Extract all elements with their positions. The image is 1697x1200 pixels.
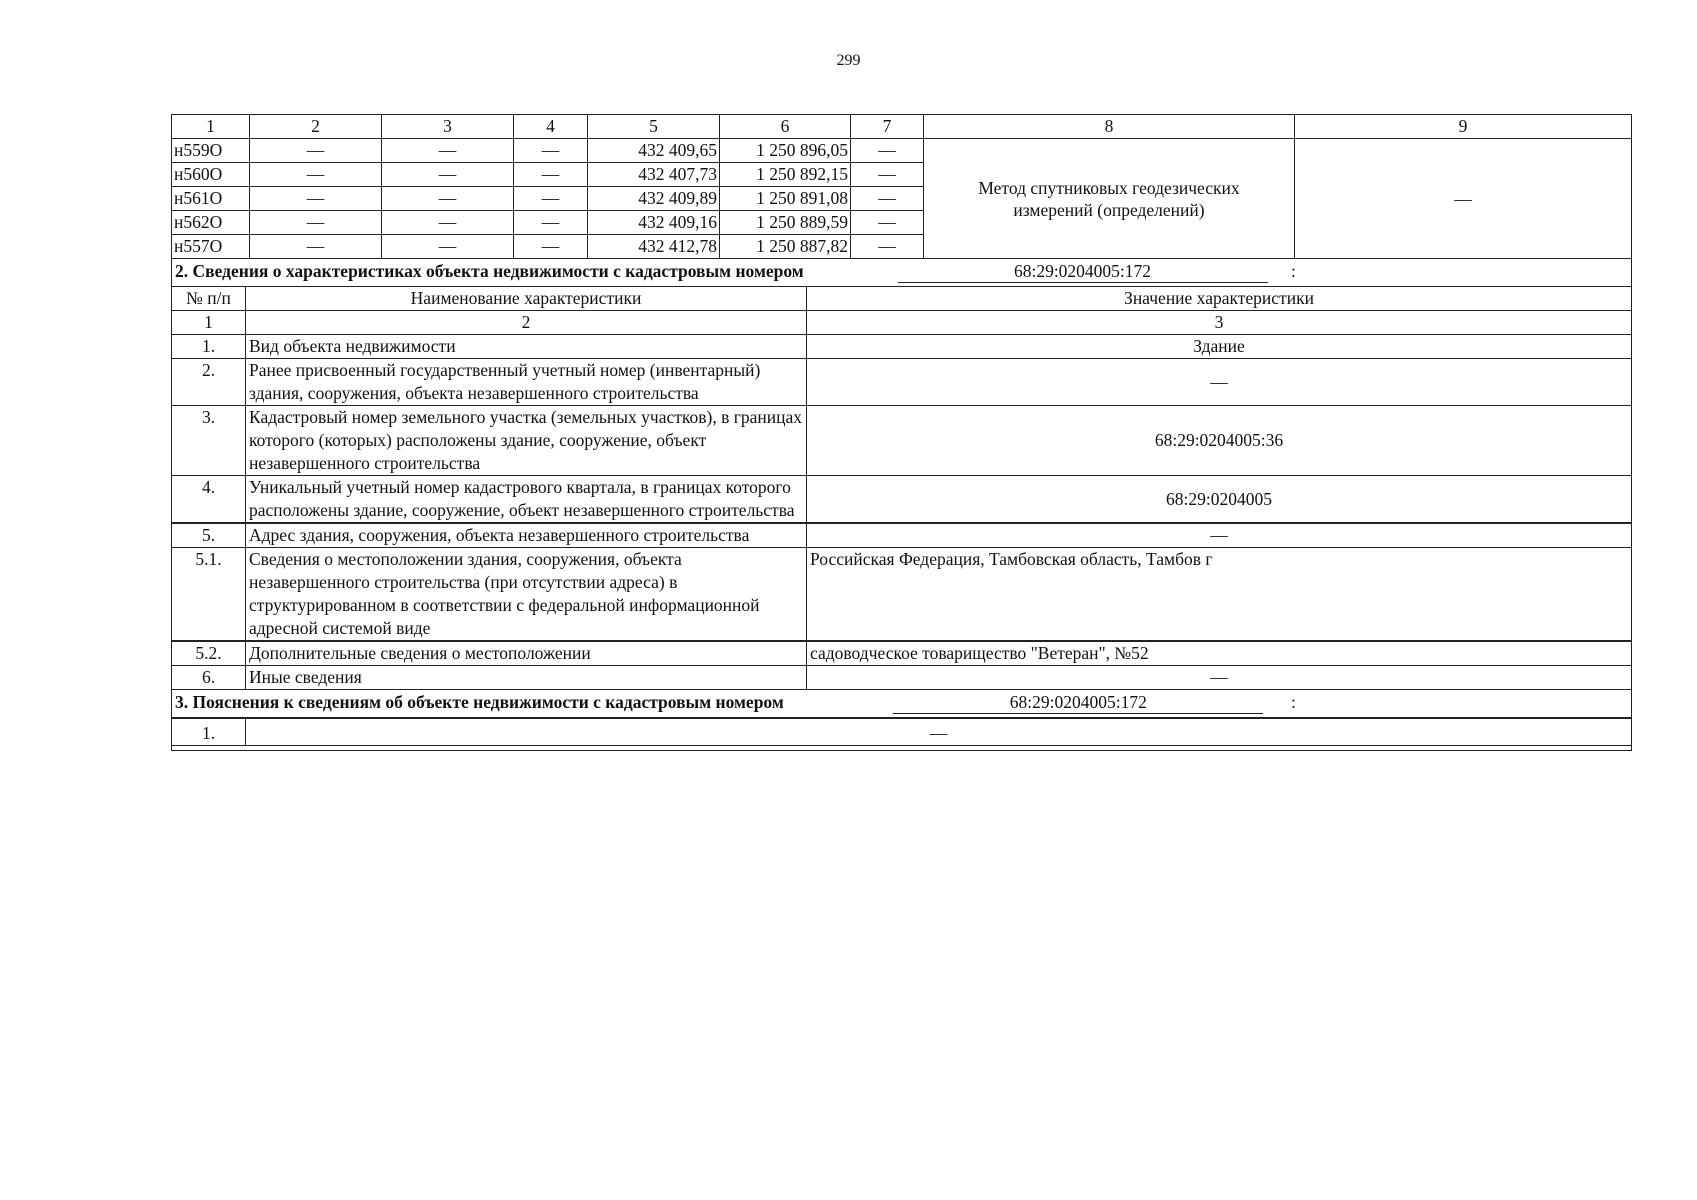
characteristic-name: Ранее присвоенный государственный учетный номер (инвентарный) здания, сооружения, объекта незавершенного строительства [246,359,807,406]
section3-heading-row [172,690,1632,719]
cell: — [851,163,924,187]
col-header: 3 [382,115,514,139]
section3-table [171,689,1632,751]
cell: — [851,139,924,163]
characteristic-value: Российская Федерация, Тамбовская область, Тамбов г [807,548,1632,642]
section3-cadastral-value: 68:29:0204005:172 [893,692,1263,714]
coord-x: 432 409,16 [588,211,720,235]
name-header: Наименование характеристики [246,287,807,311]
point-name: н559О [172,139,250,163]
coordinates-table [171,114,1632,259]
row-number: 5.1. [172,548,246,642]
table-row [172,335,1632,359]
cell: — [250,211,382,235]
section2-title: 2. Сведения о характеристиках объекта недвижимости с кадастровым номером [175,261,804,281]
section2-heading-row [172,259,1632,287]
cell: — [514,139,588,163]
cell: — [250,139,382,163]
row-number: 5.2. [172,641,246,666]
col-number: 1 [172,311,246,335]
col-header: 6 [720,115,851,139]
cell: — [851,235,924,259]
table-row [172,641,1632,666]
characteristic-value: — [807,523,1632,548]
section2-cadastral-number [877,259,1288,286]
coord-x: 432 409,89 [588,187,720,211]
coord-x: 432 407,73 [588,163,720,187]
cell: — [514,235,588,259]
point-name: н557О [172,235,250,259]
characteristic-value: Здание [807,335,1632,359]
cell: — [382,163,514,187]
cell: — [250,187,382,211]
cell: — [382,187,514,211]
cell: — [514,187,588,211]
page-number: 299 [836,52,861,69]
table-row [172,406,1632,476]
cell: — [851,211,924,235]
point-name: н561О [172,187,250,211]
characteristic-name: Кадастровый номер земельного участка (земельных участков), в границах которого (которых) расположены здание, сооружение, объект незавершенного строительства [246,406,807,476]
section2-colnum-row [172,311,1632,335]
col-header: 1 [172,115,250,139]
value-header: Значение характеристики [807,287,1632,311]
characteristic-name: Адрес здания, сооружения, объекта незавершенного строительства [246,523,807,548]
table-row [172,476,1632,524]
col-header: 8 [924,115,1295,139]
coord-y: 1 250 887,82 [720,235,851,259]
section2-colon: : [1291,261,1296,281]
cell: — [382,139,514,163]
characteristic-value: — [807,359,1632,406]
table-row [172,718,1632,746]
coord-y: 1 250 889,59 [720,211,851,235]
cell: — [250,235,382,259]
table-row [172,548,1632,642]
cell: — [514,163,588,187]
coord-y: 1 250 896,05 [720,139,851,163]
characteristic-name: Уникальный учетный номер кадастрового квартала, в границах которого расположены здание, сооружение, объект незавершенного строительства [246,476,807,524]
characteristic-value: садоводческое товарищество "Ветеран", №52 [807,641,1632,666]
section2-cadastral-value: 68:29:0204005:172 [898,261,1268,283]
characteristic-name: Сведения о местоположении здания, сооружения, объекта незавершенного строительства (при отсутствии адреса) в структурированном в соответствии с федеральной информационной адресной системой виде [246,548,807,642]
col-header: 2 [250,115,382,139]
row-number: 3. [172,406,246,476]
document [171,114,1631,751]
col-number: 3 [807,311,1632,335]
col-header: 4 [514,115,588,139]
row-number: 4. [172,476,246,524]
cell: — [851,187,924,211]
table-bottom-rule [172,746,1632,751]
row-number: 1. [172,335,246,359]
row-number: 1. [172,718,246,746]
method-cell: Метод спутниковых геодезических измерений (определений) [924,139,1295,259]
table-row [172,359,1632,406]
num-header: № п/п [172,287,246,311]
cell: — [382,235,514,259]
section3-title: 3. Пояснения к сведениям об объекте недвижимости с кадастровым номером [175,692,784,712]
table-row [172,666,1632,690]
coord-x: 432 412,78 [588,235,720,259]
coord-x: 432 409,65 [588,139,720,163]
section3-colon: : [1291,692,1296,712]
point-name: н560О [172,163,250,187]
col-header: 9 [1295,115,1632,139]
characteristic-value: 68:29:0204005:36 [807,406,1632,476]
row-number: 6. [172,666,246,690]
table-row [172,523,1632,548]
cell: — [250,163,382,187]
col-header: 7 [851,115,924,139]
section2-header-row [172,287,1632,311]
point-name: н562О [172,211,250,235]
row-number: 2. [172,359,246,406]
coords-header-row [172,115,1632,139]
characteristic-value: 68:29:0204005 [807,476,1632,524]
explanation-value: — [246,718,1632,746]
col-number: 2 [246,311,807,335]
characteristic-name: Дополнительные сведения о местоположении [246,641,807,666]
section3-cadastral-number [869,690,1288,717]
characteristic-name: Вид объекта недвижимости [246,335,807,359]
coord-y: 1 250 891,08 [720,187,851,211]
section2-table [171,258,1632,690]
characteristic-name: Иные сведения [246,666,807,690]
characteristic-value: — [807,666,1632,690]
coord-y: 1 250 892,15 [720,163,851,187]
row-number: 5. [172,523,246,548]
cell: — [382,211,514,235]
table-row [172,139,1632,163]
col9-cell: — [1295,139,1632,259]
col-header: 5 [588,115,720,139]
cell: — [514,211,588,235]
